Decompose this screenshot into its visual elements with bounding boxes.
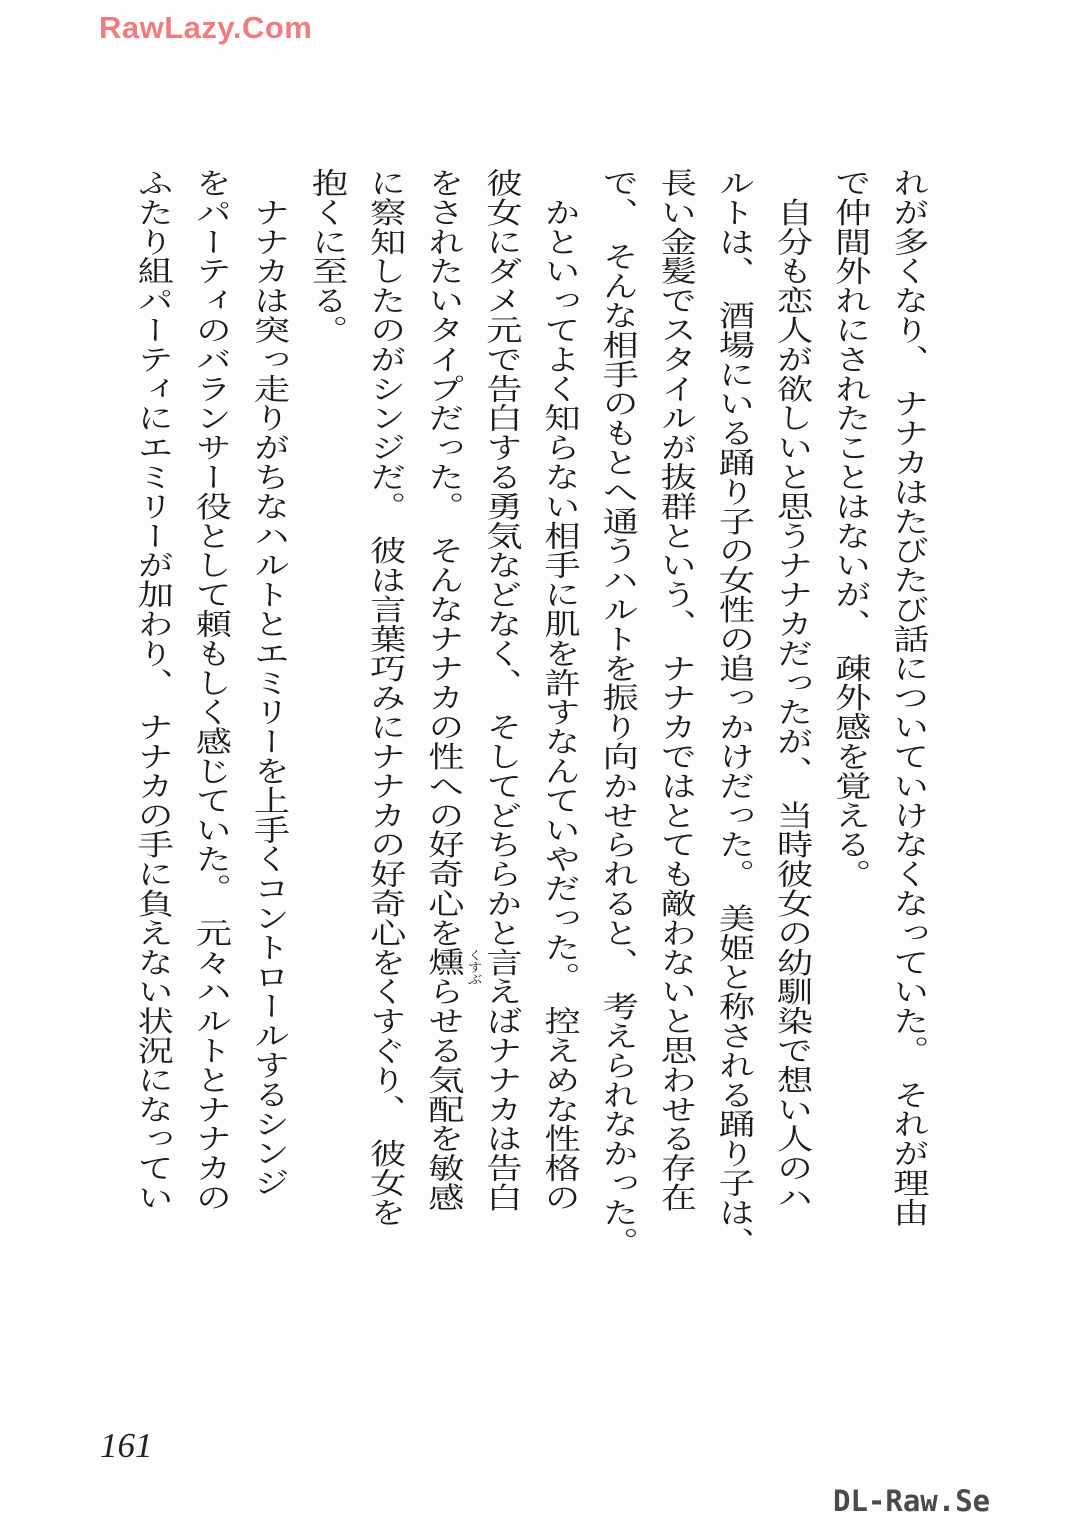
page-text	[123, 168, 937, 1318]
page-number: 161	[100, 1426, 153, 1465]
text-column: で仲間外れにされたことはないが、 疎外感を覚える。	[830, 168, 871, 889]
text-segment: をされたいタイプだった。 そんなナナカの性への好奇心を	[423, 168, 464, 948]
text-column: 抱くに至る。	[307, 168, 347, 345]
text-segment: らせる気配を敏感	[423, 976, 464, 1212]
text-column: をパーティのバランサー役として頼もしく感じていた。 元々ハルトとナナカの	[190, 168, 231, 1212]
text-column: 長い金髪でスタイルが抜群という、 ナナカではとても敵わないと思わせる存在	[655, 168, 696, 1212]
text-column: ふたり組パーティにエミリーが加わり、 ナナカの手に負えない状況になってい	[132, 168, 173, 1212]
rawlazy-watermark: RawLazy.Com	[99, 10, 313, 45]
ruby-base: 燻	[423, 947, 464, 977]
text-column: れが多くなり、 ナナカはたびたび話についていけなくなっていた。 それが理由	[888, 168, 929, 1227]
furigana: くすぶ	[465, 949, 484, 986]
text-column: で、 そんな相手のもとへ通うハルトを振り向かせられると、 考えられなかった。	[597, 168, 638, 1257]
text-column: 彼女にダメ元で告白する勇気などなく、 そしてどちらかと言えばナナカは告白	[481, 168, 522, 1212]
dlraw-watermark: DL-Raw.Se	[833, 1484, 991, 1518]
text-column: かといってよく知らない相手に肌を許すなんていやだった。 控えめな性格の	[539, 168, 580, 1212]
ruby-group	[423, 947, 484, 986]
text-column: ナナカは突っ走りがちなハルトとエミリーを上手くコントロールするシンジ	[248, 168, 289, 1197]
text-column-with-ruby	[414, 168, 484, 1318]
text-column: 自分も恋人が欲しいと思うナナカだったが、 当時彼女の幼馴染で想い人のハ	[772, 168, 812, 1212]
text-column: ルトは、 酒場にいる踊り子の女性の追っかけだった。 美姫と称される踊り子は、	[713, 168, 754, 1257]
text-column: に察知したのがシンジだ。 彼は言葉巧みにナナカの好奇心をくすぐり、 彼女を	[365, 168, 406, 1227]
